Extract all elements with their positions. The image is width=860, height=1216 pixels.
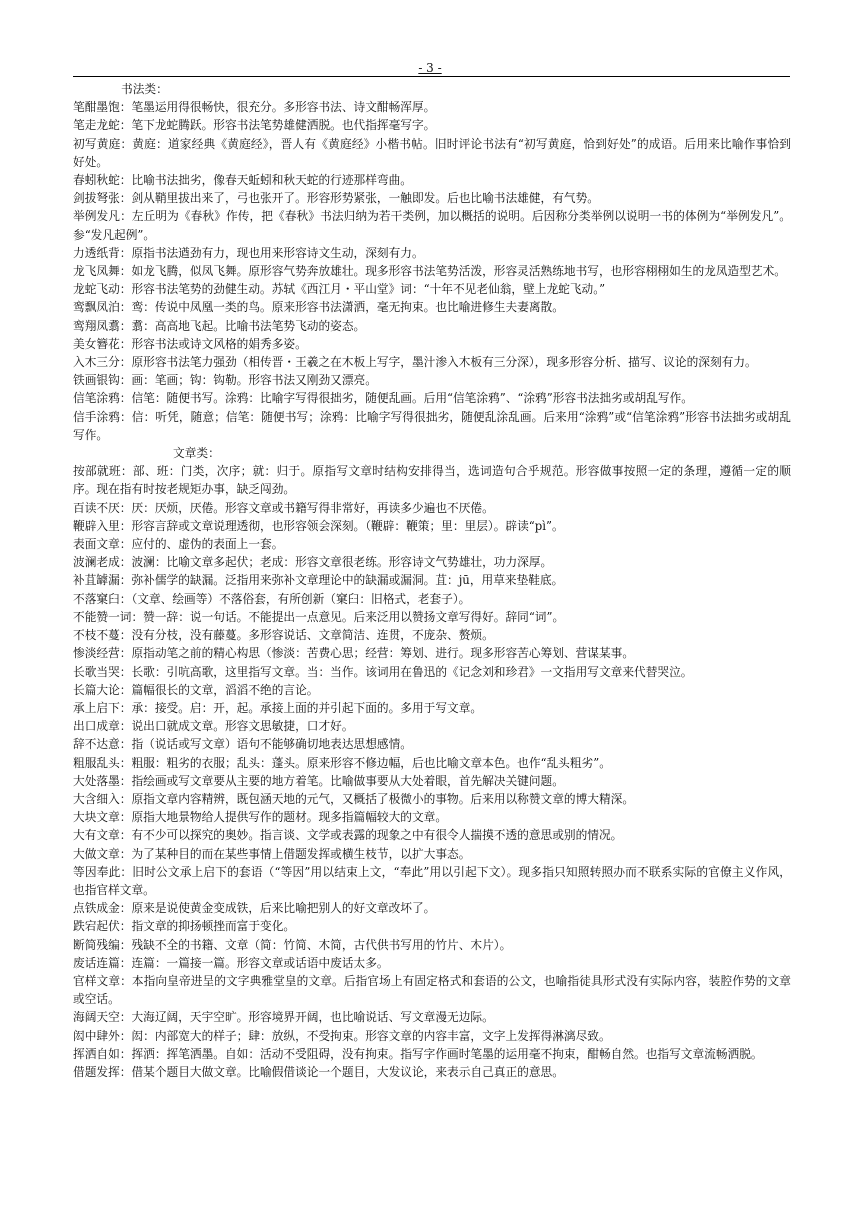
idiom-entry: 出口成章：说出口就成文章。形容文思敏捷，口才好。 (73, 719, 354, 734)
idiom-entry: 大含细入：原指文章内容精辨，既包涵天地的元气，又概括了极微小的事物。后来用以称赞文章的博大精深。 (73, 791, 635, 806)
idiom-entry: 按部就班：部、班：门类，次序；就：归于。原指写文章时结构安排得当，选词造句合乎规范。形容做事按照一定的条理，遵循一定的顺序。现在指有时按老规矩办事，缺乏闯劲。 (73, 464, 791, 497)
idiom-entry: 鸾飘凤泊：鸾：传说中凤凰一类的鸟。原来形容书法潇洒，毫无拘束。也比喻进修生夫妻离散。 (73, 300, 564, 315)
idiom-entry: 不落窠臼：（文章、绘画等）不落俗套，有所创新（窠臼：旧格式，老套子）。 (73, 591, 471, 606)
header-rule (73, 76, 790, 77)
idiom-entry: 举例发凡：左丘明为《春秋》作传，把《春秋》书法归纳为若干类例，加以概括的说明。后因称分类举例以说明一书的体例为“举例发凡”。参“发凡起例”。 (73, 209, 791, 242)
idiom-entry: 海阔天空：大海辽阔，天宇空旷。形容境界开阔，也比喻说话、写文章漫无边际。 (73, 1010, 494, 1025)
idiom-entry: 惨淡经营：原指动笔之前的精心构思（惨淡：苦费心思；经营：筹划、进行。现多形容苦心筹划、营谋某事。 (73, 646, 635, 661)
idiom-entry: 不能赞一词：赞一辞：说一句话。不能提出一点意见。后来泛用以赞扬文章写得好。辞同“词”。 (73, 609, 565, 624)
idiom-entry: 闳中肆外：闳：内部宽大的样子；肆：放纵，不受拘束。形容文章的内容丰富，文字上发挥得淋漓尽致。 (73, 1028, 611, 1043)
idiom-entry: 挥洒自如：挥洒：挥笔洒墨。自如：活动不受阻碍，没有拘束。指写字作画时笔墨的运用毫不拘束，酣畅自然。也指写文章流畅洒脱。 (73, 1046, 763, 1061)
idiom-entry: 跌宕起伏：指文章的抑扬顿挫而富于变化。 (73, 919, 296, 934)
idiom-entry: 信手涂鸦：信：听凭，随意；信笔：随便书写；涂鸦：比喻字写得很拙劣，随便乱涂乱画。后来用“涂鸦”或“信笔涂鸦”形容书法拙劣或胡乱写作。 (73, 409, 791, 442)
idiom-entry: 大处落墨：指绘画或写文章要从主要的地方着笔。比喻做事要从大处着眼，首先解决关键问题。 (73, 773, 564, 788)
idiom-entry: 借题发挥：借某个题目大做文章。比喻假借谈论一个题目，大发议论，来表示自己真正的意思。 (73, 1064, 564, 1079)
idiom-entry: 力透纸背：原指书法遒劲有力，现也用来形容诗文生动，深刻有力。 (73, 245, 424, 260)
idiom-entry: 鞭辟入里：形容言辞或文章说理透彻，也形容领会深刻。（鞭辟：鞭策；里：里层）。辟读“pì”。 (73, 518, 564, 533)
idiom-entry: 补苴罅漏：弥补儒学的缺漏。泛指用来弥补文章理论中的缺漏或漏洞。苴：jū，用草来垫鞋底。 (73, 573, 564, 588)
idiom-entry: 初写黄庭：黄庭：道家经典《黄庭经》，晋人有《黄庭经》小楷书帖。旧时评论书法有“初写黄庭，恰到好处”的成语。后用来比喻作事恰到好处。 (73, 136, 791, 169)
idiom-entry: 信笔涂鸦：信笔：随便书写。涂鸦：比喻字写得很拙劣，随便乱画。后用“信笔涂鸦”、“涂鸦”形容书法拙劣或胡乱写作。 (73, 391, 693, 406)
idiom-entry: 笔酣墨饱：笔墨运用得很畅快，很充分。多形容书法、诗文酣畅浑厚。 (73, 100, 436, 115)
idiom-entry: 入木三分：原形容书法笔力强劲（相传晋・王羲之在木板上写字，墨汁渗入木板有三分深），现多形容分析、描写、议论的深刻有力。 (73, 355, 757, 370)
section-heading-wenzhang: 文章类： (173, 446, 220, 461)
idiom-entry: 春蚓秋蛇：比喻书法拙劣，像春天蚯蚓和秋天蛇的行迹那样弯曲。 (73, 173, 412, 188)
idiom-entry: 百读不厌：厌：厌烦，厌倦。形容文章或书籍写得非常好，再读多少遍也不厌倦。 (73, 500, 494, 515)
document-body (73, 80, 791, 1081)
idiom-entry: 美女簪花：形容书法或诗文风格的娟秀多姿。 (73, 336, 307, 351)
idiom-entry: 龙蛇飞动：形容书法笔势的劲健生动。苏轼《西江月・平山堂》词：“十年不见老仙翁，壁上龙蛇飞动。” (73, 282, 606, 297)
idiom-entry: 粗服乱头：粗服：粗劣的衣服；乱头：蓬头。原来形容不修边幅，后也比喻文章本色。也作“乱头粗劣”。 (73, 755, 611, 770)
idiom-entry: 表面文章：应付的、虚伪的表面上一套。 (73, 537, 284, 552)
idiom-entry: 笔走龙蛇：笔下龙蛇腾跃。形容书法笔势雄健洒脱。也代指挥毫写字。 (73, 118, 436, 133)
idiom-entry: 官样文章：本指向皇帝进呈的文字典雅堂皇的文章。后指官场上有固定格式和套语的公文，也喻指徒具形式没有实际内容，装腔作势的文章或空话。 (73, 973, 791, 1007)
idiom-entry: 鸾翔凤翥：翥：高高地飞起。比喻书法笔势飞动的姿态。 (73, 318, 366, 333)
idiom-entry: 长歌当哭：长歌：引吭高歌，这里指写文章。当：当作。该词用在鲁迅的《记念刘和珍君》一文指用写文章来代替哭泣。 (73, 664, 693, 679)
idiom-entry: 龙飞凤舞：如龙飞腾，似凤飞舞。原形容气势奔放雄壮。现多形容书法笔势活泼，形容灵活熟练地书写，也形容栩栩如生的龙凤造型艺术。 (73, 264, 786, 279)
idiom-entry: 长篇大论：篇幅很长的文章，滔滔不绝的言论。 (73, 682, 319, 697)
idiom-entry: 等因奉此：旧时公文承上启下的套语（“等因”用以结束上文，“奉此”用以引起下文）。现多指只知照转照办而不联系实际的官僚主义作风，也指官样文章。 (73, 864, 791, 897)
idiom-entry: 点铁成金：原来是说使黄金变成铁，后来比喻把别人的好文章改坏了。 (73, 901, 436, 916)
idiom-entry: 大有文章：有不少可以探究的奥妙。指言谈、文学或表露的现象之中有很令人揣摸不透的意思或别的情况。 (73, 828, 623, 843)
idiom-entry: 废话连篇：连篇：一篇接一篇。形容文章或话语中废话太多。 (73, 955, 389, 970)
idiom-entry: 波澜老成：波澜：比喻文章多起伏；老成：形容文章很老练。形容诗文气势雄壮，功力深厚。 (73, 555, 553, 570)
idiom-entry: 大做文章：为了某种目的而在某些事情上借题发挥或横生枝节，以扩大事态。 (73, 846, 471, 861)
idiom-entry: 承上启下：承：接受。启：开，起。承接上面的并引起下面的。多用于写文章。 (73, 700, 483, 715)
section-heading-shufa: 书法类： (121, 82, 168, 96)
idiom-entry: 辞不达意：指（说话或写文章）语句不能够确切地表达思想感情。 (73, 737, 412, 752)
idiom-entry: 大块文章：原指大地景物给人提供写作的题材。现多指篇幅较大的文章。 (73, 810, 448, 825)
idiom-entry: 断简残编：残缺不全的书籍、文章（简：竹简、木简，古代供书写用的竹片、木片）。 (73, 937, 512, 952)
page-number: - 3 - (418, 61, 442, 75)
idiom-entry: 不枝不蔓：没有分枝，没有藤蔓。多形容说话、文章简洁、连贯，不庞杂、赘烦。 (73, 628, 494, 643)
idiom-entry: 铁画银钩：画：笔画；钩：钩勒。形容书法又刚劲又漂亮。 (73, 373, 377, 388)
idiom-entry: 剑拔弩张：剑从鞘里拔出来了，弓也张开了。形容形势紧张，一触即发。后也比喻书法雄健，有气势。 (73, 191, 599, 206)
